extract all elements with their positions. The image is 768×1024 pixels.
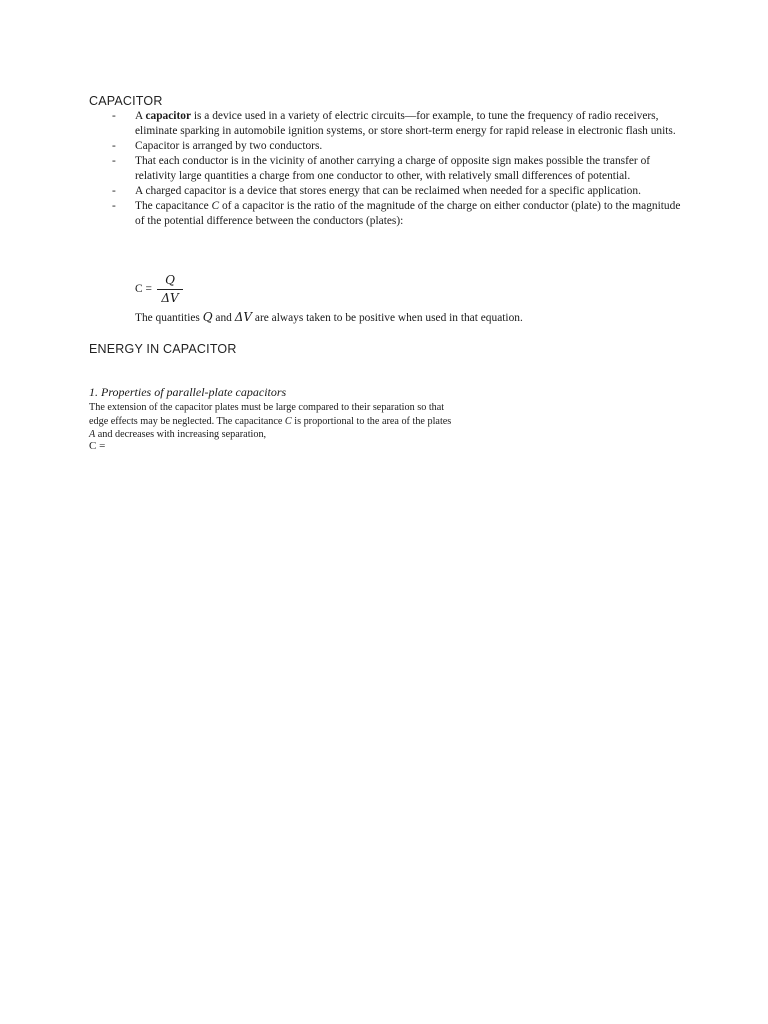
- bullet-text-rest: is a device used in a variety of electric circuits—for example, to tune the frequency of radio receivers, eliminate sparking in automobile ignition systems, or store short-term energy for rapid release in electronic flash units.: [135, 110, 676, 137]
- paragraph-line: [89, 428, 509, 442]
- heading-capacitor: CAPACITOR: [89, 94, 163, 108]
- bullet-dash: -: [112, 200, 116, 212]
- symbol-a: A: [89, 429, 96, 441]
- line-text: and decreases with increasing separation,: [95, 429, 267, 441]
- quantities-note: [135, 310, 523, 324]
- section-title-parallel-plate: 1. Properties of parallel-plate capacitors: [89, 385, 287, 399]
- parallel-plate-paragraph: [89, 401, 509, 442]
- bullet-dash: -: [112, 185, 116, 197]
- formula-denominator: ΔV: [161, 291, 179, 305]
- parallel-plate-equation: C =: [89, 440, 106, 452]
- fraction-bar: [157, 289, 183, 290]
- formula-lhs: C =: [135, 283, 152, 295]
- bullet-text-pre: A: [135, 110, 146, 122]
- bullet-text: A charged capacitor is a device that stores energy that can be reclaimed when needed for a specific application.: [135, 185, 641, 197]
- quantities-pre: The quantities: [135, 312, 203, 324]
- bullet-item: [89, 199, 689, 229]
- bullet-item: [89, 139, 689, 154]
- bullet-dash: -: [112, 110, 116, 122]
- heading-energy-in-capacitor: ENERGY IN CAPACITOR: [89, 342, 237, 356]
- formula-numerator: Q: [165, 273, 175, 287]
- bullet-text-rest: of a capacitor is the ratio of the magnitude of the charge on either conductor (plate) to the magnitude of the potential difference between the conductors (plates):: [135, 200, 681, 227]
- formula-fraction: [157, 273, 183, 306]
- bullet-item: [89, 184, 689, 199]
- symbol-delta-v: ΔV: [234, 310, 253, 324]
- paragraph-line: [89, 415, 509, 429]
- bullet-text: Capacitor is arranged by two conductors.: [135, 140, 323, 152]
- symbol-c: C: [284, 415, 292, 427]
- line-text: is proportional to the area of the plates: [291, 415, 452, 427]
- paragraph-line: The extension of the capacitor plates must be large compared to their separation so that: [89, 402, 445, 413]
- bullet-item: [89, 109, 689, 139]
- quantities-post: are always taken to be positive when used in that equation.: [252, 312, 523, 324]
- line-text: edge effects may be neglected. The capacitance: [89, 415, 285, 427]
- bullet-bold-term: capacitor: [145, 110, 191, 122]
- bullet-text: That each conductor is in the vicinity of another carrying a charge of opposite sign makes possible the transfer of relativity large quantities a charge from one conductor to other, with relatively small differences of potential.: [135, 155, 651, 182]
- bullet-dash: -: [112, 140, 116, 152]
- bullet-item: [89, 154, 689, 184]
- quantities-mid: and: [212, 312, 235, 324]
- bullet-dash: -: [112, 155, 116, 167]
- bullet-text-pre: The capacitance: [135, 200, 212, 212]
- capacitor-bullet-list: [89, 109, 689, 229]
- symbol-q: Q: [202, 310, 213, 324]
- bullet-italic-symbol: C: [211, 200, 220, 212]
